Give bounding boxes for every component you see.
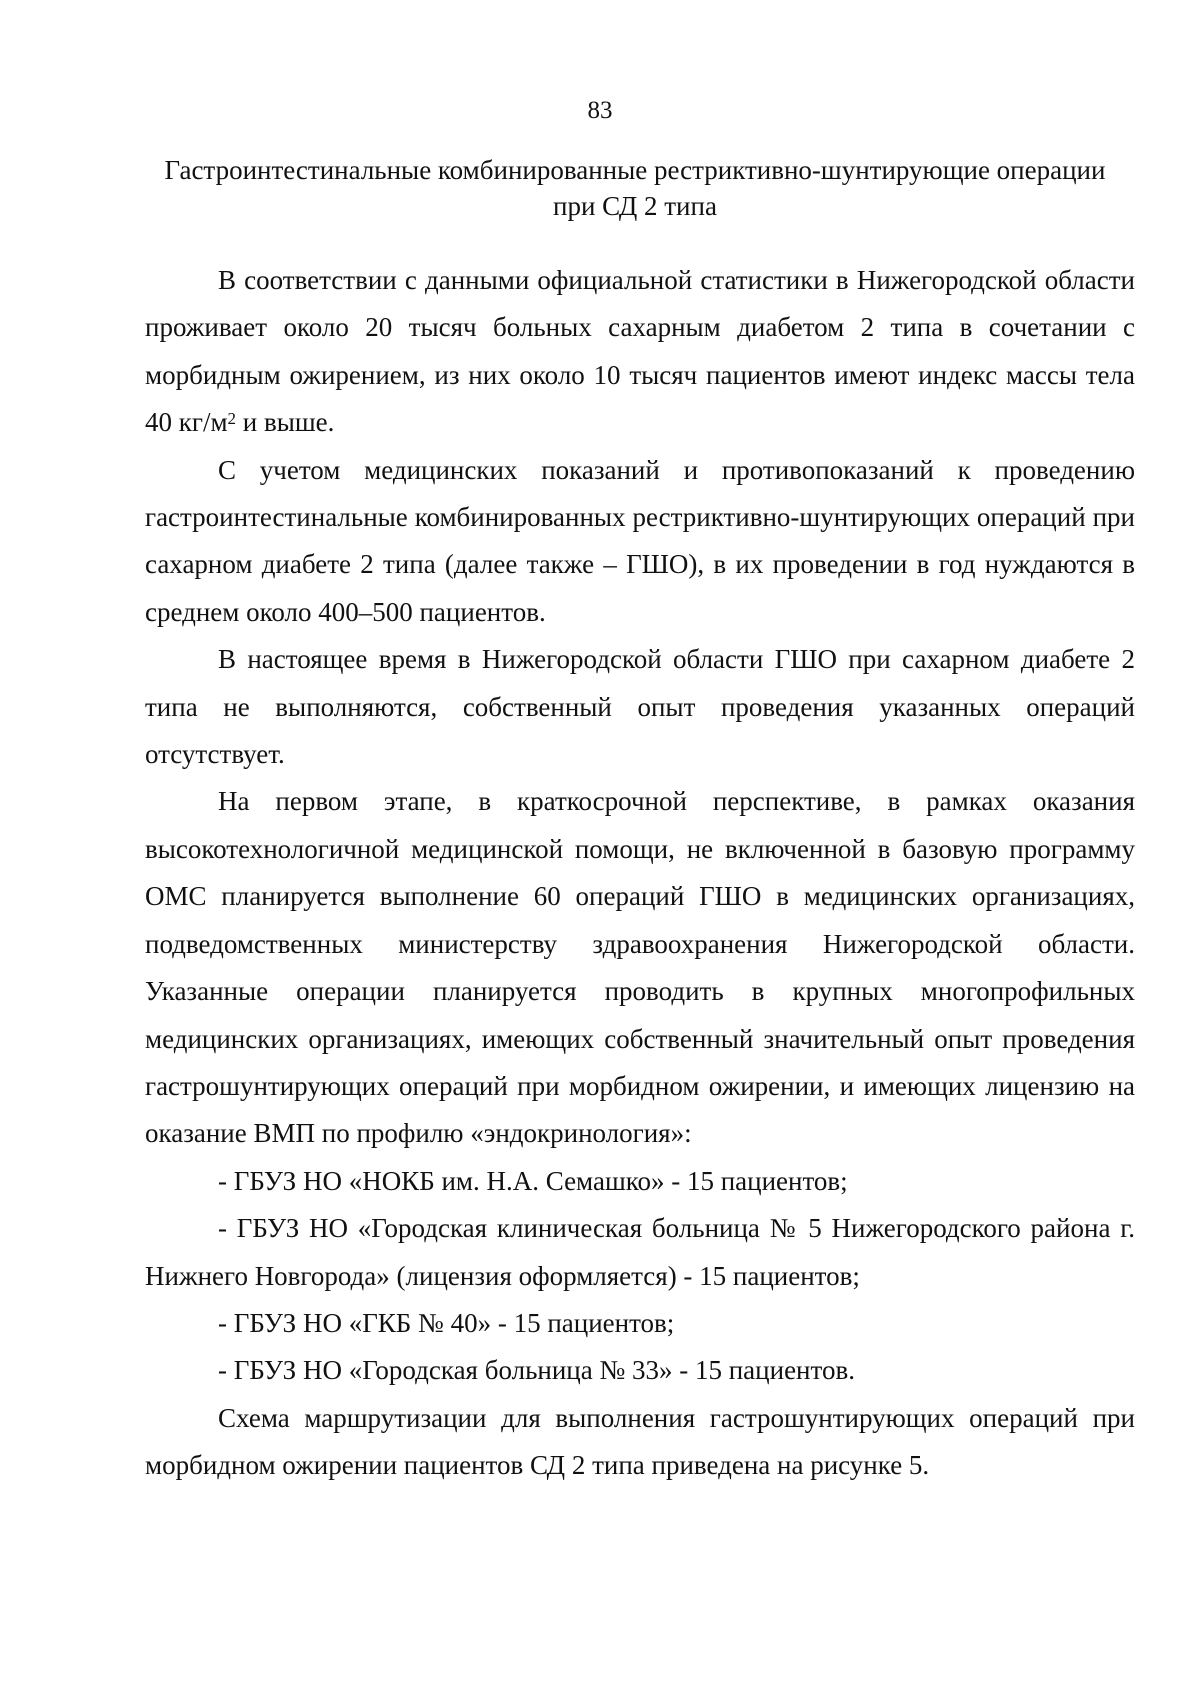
list-item: - ГБУЗ НО «ГКБ № 40» - 15 пациентов; — [218, 1307, 675, 1338]
superscript-2: 2 — [227, 409, 237, 429]
paragraph-1-tail: и выше. — [236, 407, 335, 438]
body-text — [145, 257, 1135, 1490]
list-item: - ГБУЗ НО «Городская клиническая больница № 5 Нижегородского района г. Нижнего Новгорода» (лицензия оформляется) - 15 пациентов; — [145, 1213, 1135, 1291]
paragraph-4: На первом этапе, в краткосрочной перспективе, в рамках оказания высокотехнологичной медицинской помощи, не включенной в базовую программу ОМС планируется выполнение 60 операций ГШО в медицинских организациях, подведомственных министерству здравоохранения Нижегородской области. Указанные операции планируется проводить в крупных многопрофильных медицинских организациях, имеющих собственный значительный опыт проведения гастрошунтирующих операций при морбидном ожирении, и имеющих лицензию на оказание ВМП по профилю «эндокринология»: — [145, 786, 1135, 1149]
page-number: 83 — [587, 97, 613, 124]
section-title-line-2: при СД 2 типа — [553, 191, 717, 221]
paragraph-1 — [145, 257, 1135, 447]
paragraph-3: В настоящее время в Нижегородской области ГШО при сахарном диабете 2 типа не выполняются, собственный опыт проведения указанных операций отсутствует. — [145, 644, 1135, 770]
paragraph-1-text: В соответствии с данными официальной статистики в Нижегородской области проживает около 20 тысяч больных сахарным диабетом 2 типа в сочетании с морбидным ожирением, из них около 10 тысяч пациентов имеют индекс массы тела 40 кг/м — [145, 265, 1135, 438]
section-title — [140, 152, 1130, 224]
list-item: - ГБУЗ НО «Городская больница № 33» - 15 пациентов. — [218, 1355, 855, 1386]
list-item: - ГБУЗ НО «НОКБ им. Н.А. Семашко» - 15 пациентов; — [218, 1165, 848, 1196]
paragraph-5: Схема маршрутизации для выполнения гастрошунтирующих операций при морбидном ожирении пациентов СД 2 типа приведена на рисунке 5. — [145, 1402, 1135, 1481]
section-title-line-1: Гастроинтестинальные комбинированные рестриктивно-шунтирующие операции — [164, 155, 1106, 185]
paragraph-2: С учетом медицинских показаний и противопоказаний к проведению гастроинтестинальные комбинированных рестриктивно-шунтирующих операций при сахарном диабете 2 типа (далее также – ГШО), в их проведении в год нуждаются в среднем около 400–500 пациентов. — [145, 454, 1135, 627]
